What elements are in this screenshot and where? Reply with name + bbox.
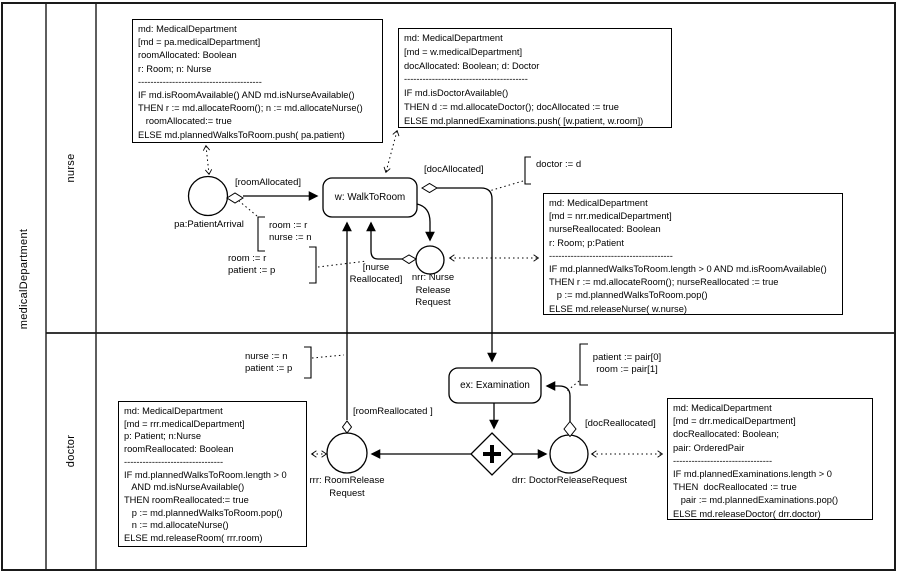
annotation-walk-to-room: md: MedicalDepartment [md = w.medicalDepartment] docAllocated: Boolean; d: Doctor ---------------------------------------- IF md.isDoctorAvailable() THEN d := md.allocateDoctor(); docAllocated := true ELSE md.plannedExaminations.push( [w.patient, w.room])	[398, 28, 672, 128]
event-patient-arrival	[189, 177, 228, 216]
bracket-room-patient	[309, 247, 316, 283]
transition-nurseReallocated	[371, 223, 402, 259]
event-nrr-label: nrr: Nurse Release Request	[411, 272, 455, 308]
port-diamond-w-right	[422, 184, 437, 193]
link-doctor-assign	[489, 181, 523, 191]
lane-label-doctor: doctor	[65, 434, 77, 468]
event-rrr-label: rrr: RoomRelease Request	[309, 475, 385, 499]
assign-doctor-d: doctor := d	[536, 159, 582, 170]
bracket-room-nurse	[258, 217, 265, 251]
annotation-nurse-release: md: MedicalDepartment [md = nrr.medicalDepartment] nurseReallocated: Boolean r: Room; p:Patient ---------------------------------------- IF md.plannedWalksToRoom.length > 0 AND md.isRoomAvailable() THEN r := md.allocateRoom(); nurseReallocated := true p := md.plannedWalksToRoom.pop() ELSE md.releaseNurse( w.nurse)	[543, 193, 843, 315]
event-pa-label: pa:PatientArrival	[174, 219, 244, 230]
assign-room-nurse: room := r nurse := n	[269, 220, 312, 243]
port-diamond-rrr	[343, 421, 352, 433]
guard-docAllocated: [docAllocated]	[424, 164, 484, 175]
guard-docReallocated: [docReallocated]	[585, 418, 656, 429]
guard-roomReallocated: [roomReallocated ]	[353, 406, 433, 417]
pool-label: medicalDepartment	[18, 228, 30, 330]
annotation-patient-arrival: md: MedicalDepartment [md = pa.medicalDepartment] roomAllocated: Boolean r: Room; n: Nurse ---------------------------------------- IF md.isRoomAvailable() AND md.isNurseAvailable() THEN r := md.allocateRoom(); n := md.allocateNurse() roomAllocated:= true ELSE md.plannedWalksToRoom.push( pa.patient)	[132, 19, 383, 143]
transition-w-to-nrr	[417, 204, 430, 240]
connector-box2-w	[386, 131, 397, 172]
annotation-room-release: md: MedicalDepartment [md = rrr.medicalDepartment] p: Patient; n:Nurse roomReallocated: Boolean -------------------------------- IF md.plannedWalksToRoom.length > 0 AND md.isNurseAvailable() THEN roomReallocated:= true p := md.plannedWalksToRoom.pop() n := md.allocateNurse() ELSE md.releaseRoom( rrr.room)	[118, 401, 307, 547]
event-drr-label: drr: DoctorReleaseRequest	[511, 475, 628, 486]
lane-label-nurse: nurse	[65, 153, 77, 183]
bracket-pair	[580, 344, 588, 385]
task-examination-label: ex: Examination	[460, 380, 530, 391]
bracket-doctor-d	[525, 157, 531, 184]
guard-roomAllocated: [roomAllocated]	[235, 177, 302, 188]
guard-nurseReallocated: [nurse Reallocated]	[349, 262, 403, 285]
task-walk-to-room-label: w: WalkToRoom	[334, 192, 406, 203]
assign-pair: patient := pair[0] room := pair[1]	[592, 352, 662, 375]
event-room-release-request	[327, 433, 367, 473]
connector-box1-pa	[206, 146, 209, 174]
transition-docReallocated	[547, 386, 570, 422]
assign-nurse-patient: nurse := n patient := p	[245, 351, 293, 374]
assign-room-patient: room := r patient := p	[228, 253, 276, 276]
event-nurse-release-request	[416, 246, 444, 274]
annotation-doctor-release: md: MedicalDepartment [md = drr.medicalDepartment] docReallocated: Boolean; pair: OrderedPair -------------------------------- IF md.plannedExaminations.length > 0 THEN docReallocated := true pair := md.plannedExaminations.pop() ELSE md.releaseDoctor( drr.doctor)	[667, 398, 873, 520]
event-doctor-release-request	[550, 435, 588, 473]
port-diamond-pa	[227, 193, 243, 203]
port-diamond-drr	[564, 422, 576, 437]
link-room-nurse-assign	[239, 201, 257, 216]
bracket-nurse-patient	[304, 347, 311, 378]
link-nurse-patient-assign	[312, 355, 344, 358]
